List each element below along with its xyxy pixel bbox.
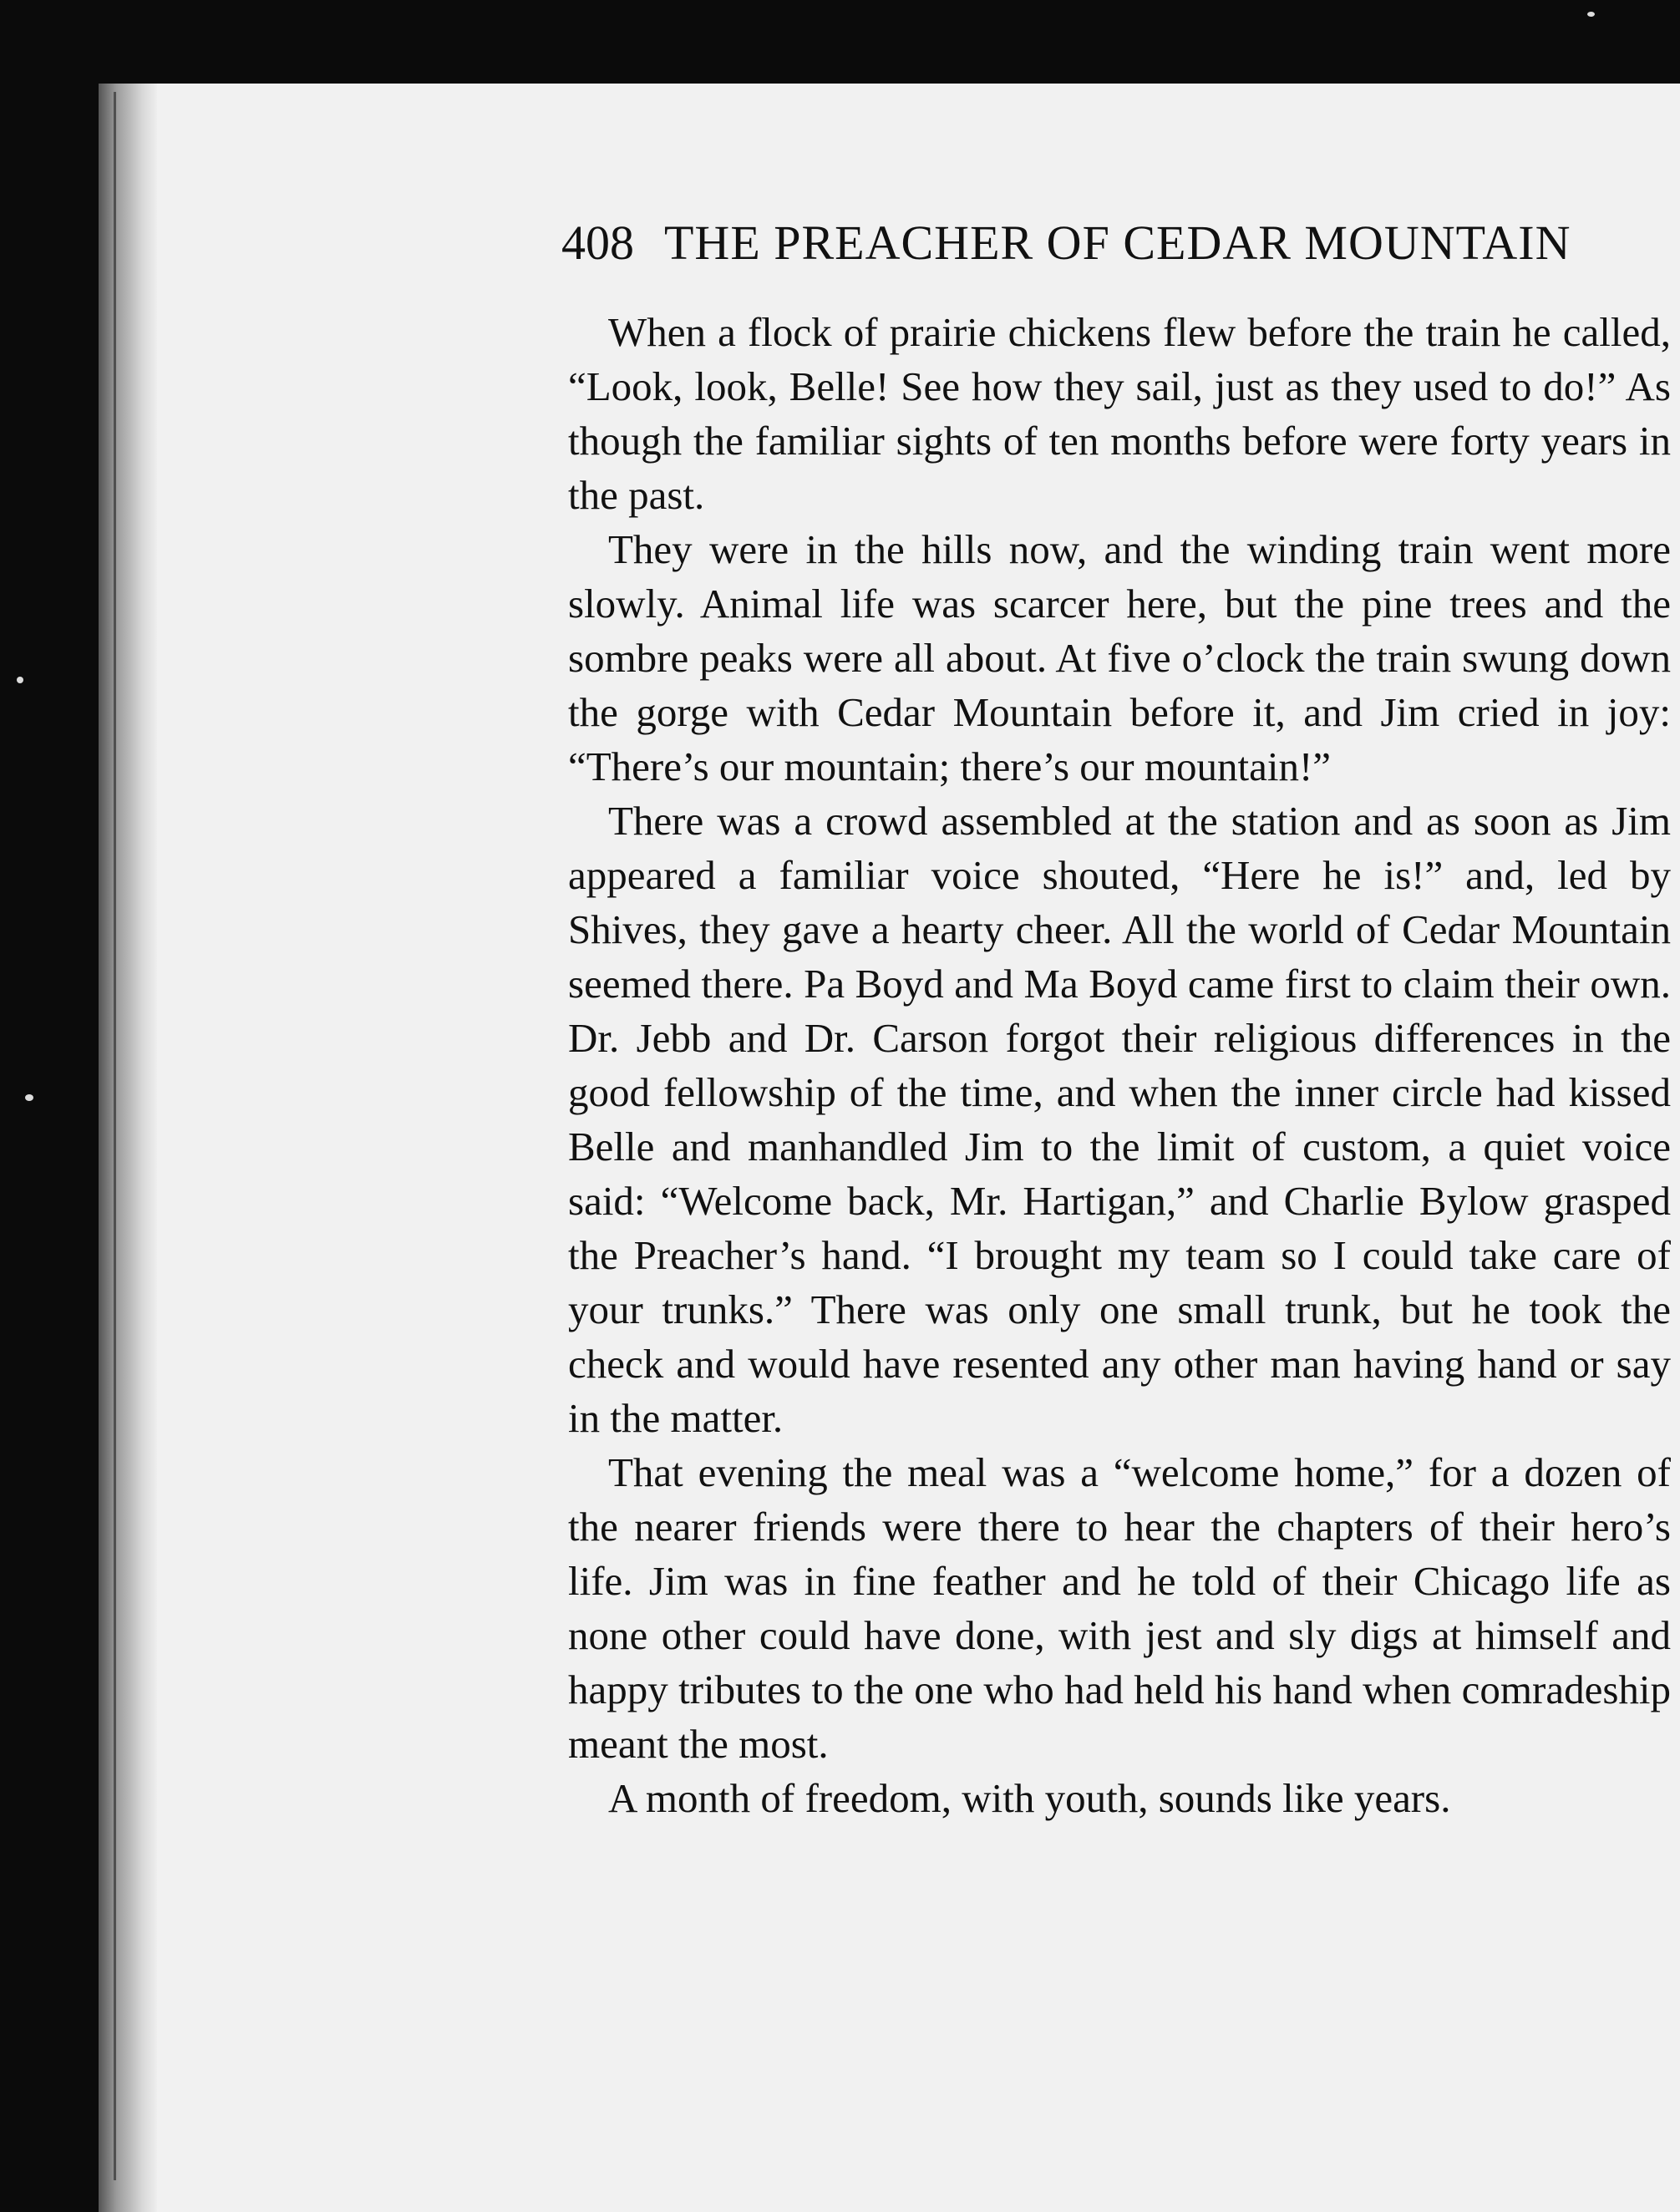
spine-edge: [114, 92, 116, 2180]
dust-speck: [17, 677, 23, 683]
dust-speck: [25, 1094, 33, 1101]
page-gutter-shadow: [99, 84, 157, 2212]
body-text: [568, 305, 1671, 1825]
running-head: THE PREACHER OF CEDAR MOUNTAIN: [664, 216, 1571, 270]
page-number: 408: [561, 216, 634, 270]
paragraph: There was a crowd assembled at the station and as soon as Jim appeared a familiar voice shouted, “Here he is!” and, led by Shives, they gave a hearty cheer. All the world of Cedar Mountain seemed there. Pa Boyd and Ma Boyd came first to claim their own. Dr. Jebb and Dr. Carson forgot their religious differences in the good fellowship of the time, and when the inner circle had kissed Belle and manhandled Jim to the limit of custom, a quiet voice said: “Welcome back, Mr. Hartigan,” and Charlie Bylow grasped the Preacher’s hand. “I brought my team so I could take care of your trunks.” There was only one small trunk, but he took the check and would have resented any other man having hand or say in the matter.: [568, 798, 1671, 1441]
paragraph: That evening the meal was a “welcome home,” for a dozen of the nearer friends were there to hear the chapters of their hero’s life. Jim was in fine feather and he told of their Chicago life as none other could have done, with jest and sly digs at himself and happy tributes to the one who had held his hand when comradeship meant the most.: [568, 1449, 1671, 1767]
page-header: [561, 216, 1597, 270]
paragraph: When a flock of prairie chickens flew before the train he called, “Look, look, Belle! See how they sail, just as they used to do!” As though the familiar sights of ten months before were forty years in the past.: [568, 309, 1671, 518]
dust-speck: [1587, 12, 1595, 17]
paragraph: They were in the hills now, and the winding train went more slowly. Animal life was scarcer here, but the pine trees and the sombre peaks were all about. At five o’clock the train swung down the gorge with Cedar Mountain before it, and Jim cried in joy: “There’s our mountain; there’s our mountain!”: [568, 526, 1671, 789]
paragraph: A month of freedom, with youth, sounds like years.: [608, 1775, 1451, 1821]
